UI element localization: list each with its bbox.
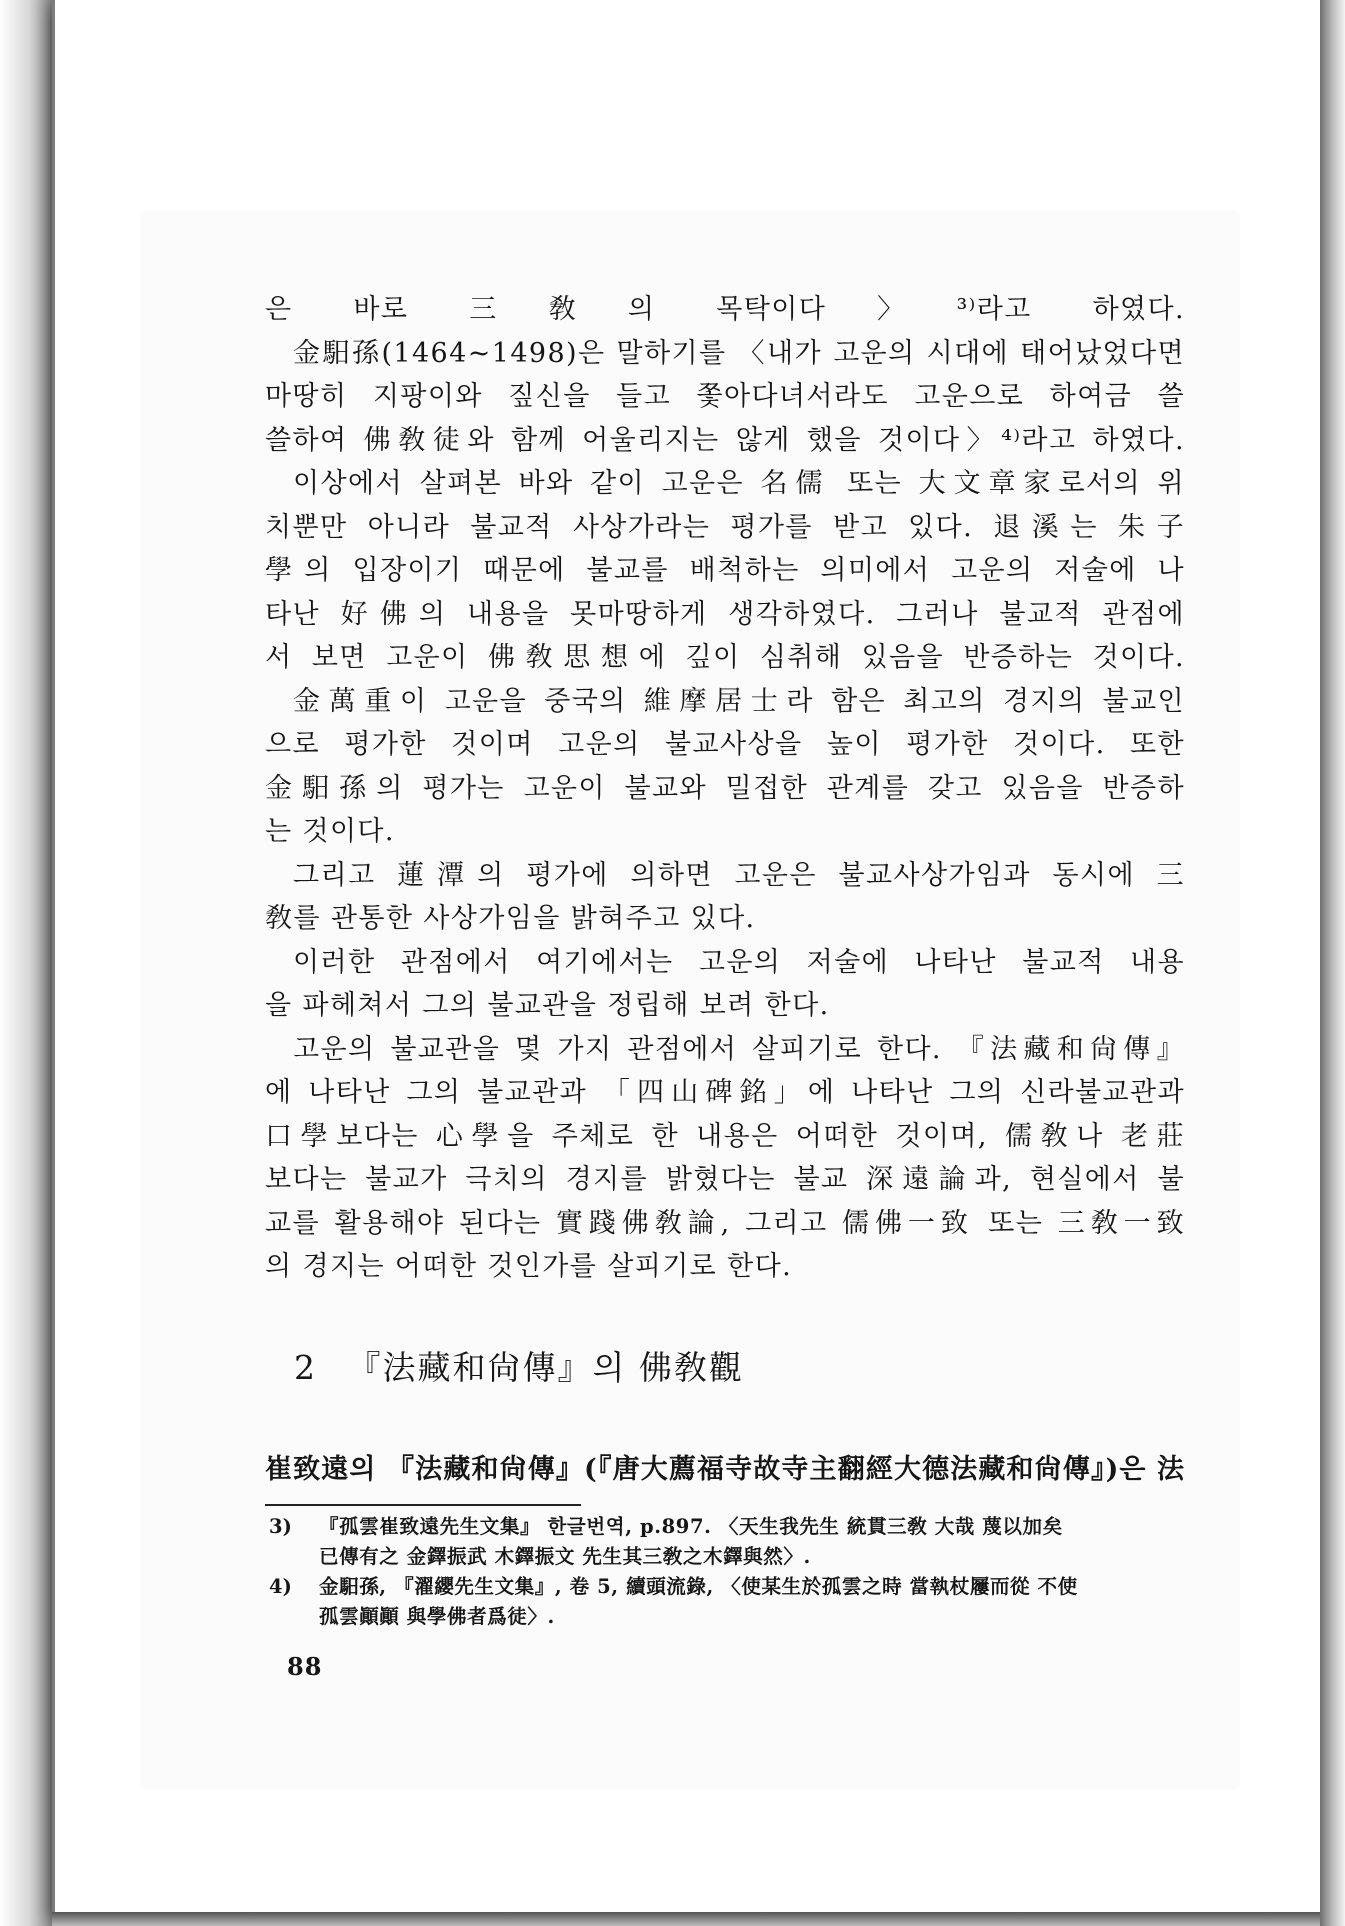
body-line: 이러한 관점에서 여기에서는 고운의 저술에 나타난 불교적 내용	[293, 946, 1185, 978]
footnote-line: 『孤雲崔致遠先生文集』 한글번역, p.897. 〈天生我先生 統貫三敎 大哉 蔑以加矣	[319, 1515, 1063, 1538]
body-line: 서 보면 고운이 佛敎思想에 깊이 심취해 있음을 반증하는 것이다.	[265, 642, 1185, 673]
footnote-4	[265, 1572, 1195, 1632]
page-bottom-shadow	[52, 1912, 1320, 1926]
footnote-line: 金馹孫, 『濯纓先生文集』, 卷 5, 續頭流錄, 〈使某生於孤雲之時 當執杖屨而從 不使	[319, 1575, 1078, 1598]
body-line: 金馹孫(1464~1498)은 말하기를 〈내가 고운의 시대에 태어났었다면	[293, 337, 1185, 369]
body-line: 으로 평가한 것이며 고운의 불교사상을 높이 평가한 것이다. 또한	[265, 729, 1185, 760]
body-line: 을 파헤쳐서 그의 불교관을 정립해 보려 한다.	[265, 990, 830, 1021]
footnote-marker: 4)	[269, 1575, 292, 1598]
body-line: 口學보다는 心學을 주체로 한 내용은 어떠한 것이며, 儒敎나 老莊	[265, 1120, 1185, 1152]
body-line: 敎를 관통한 사상가임을 밝혀주고 있다.	[265, 903, 756, 934]
body-line: 타난 好佛의 내용을 못마땅하게 생각하였다. 그러나 불교적 관점에	[265, 598, 1185, 630]
body-line: 이상에서 살펴본 바와 같이 고운은 名儒 또는 大文章家로서의 위	[293, 468, 1185, 499]
body-line: 고운의 불교관을 몇 가지 관점에서 살피기로 한다. 『法藏和尙傳』	[293, 1033, 1185, 1065]
body-line: 의 경지는 어떠한 것인가를 살피기로 한다.	[265, 1251, 793, 1282]
footnote-divider	[265, 1504, 581, 1506]
body-line: 金馹孫의 평가는 고운이 불교와 밀접한 관계를 갖고 있음을 반증하	[265, 772, 1185, 804]
footnotes	[265, 1512, 1195, 1632]
page-edge-shadow	[1320, 0, 1345, 1926]
section-title: 『法藏和尙傳』의 佛敎觀	[347, 1348, 744, 1387]
footnote-line: 已傳有之 金鐸振武 木鐸振文 先生其三敎之木鐸與然〉.	[319, 1545, 811, 1568]
body-line: 쓸하여 佛敎徒와 함께 어울리지는 않게 했을 것이다〉⁴⁾라고 하였다.	[265, 424, 1185, 456]
body-line: 교를 활용해야 된다는 實踐佛敎論, 그리고 儒佛一致 또는 三敎一致	[265, 1207, 1185, 1239]
footnote-line: 孤雲顚顚 與學佛者爲徒〉.	[319, 1605, 555, 1628]
body-line: 은 바로 三敎의 목탁이다〉³⁾라고 하였다.	[265, 294, 1185, 325]
body-line: 學의 입장이기 때문에 불교를 배척하는 의미에서 고운의 저술에 나	[265, 555, 1185, 586]
body-line: 金萬重이 고운을 중국의 維摩居士라 함은 최고의 경지의 불교인	[293, 685, 1185, 717]
body-line: 에 나타난 그의 불교관과 「四山碑銘」에 나타난 그의 신라불교관과	[265, 1077, 1185, 1108]
section-number: 2	[294, 1348, 317, 1387]
page-gutter-shadow	[0, 0, 52, 1926]
footnote-3	[265, 1512, 1195, 1572]
page-number: 88	[287, 1652, 323, 1681]
body-line: 마땅히 지팡이와 짚신을 들고 쫓아다녀서라도 고운으로 하여금 쓸	[265, 381, 1185, 412]
footnote-marker: 3)	[269, 1515, 292, 1538]
section-heading	[294, 1342, 744, 1389]
body-line: 는 것이다.	[265, 816, 395, 847]
body-text	[265, 288, 1185, 1289]
body-line: 보다는 불교가 극치의 경지를 밝혔다는 불교 深遠論과, 현실에서 불	[265, 1164, 1185, 1195]
section-first-line: 崔致遠의 『法藏和尙傳』(『唐大薦福寺故寺主翻經大德法藏和尙傳』)은 法	[265, 1454, 1185, 1485]
body-line: 치뿐만 아니라 불교적 사상가라는 평가를 받고 있다. 退溪는 朱子	[265, 511, 1185, 543]
body-line: 그리고 蓮潭의 평가에 의하면 고운은 불교사상가임과 동시에 三	[293, 859, 1185, 891]
